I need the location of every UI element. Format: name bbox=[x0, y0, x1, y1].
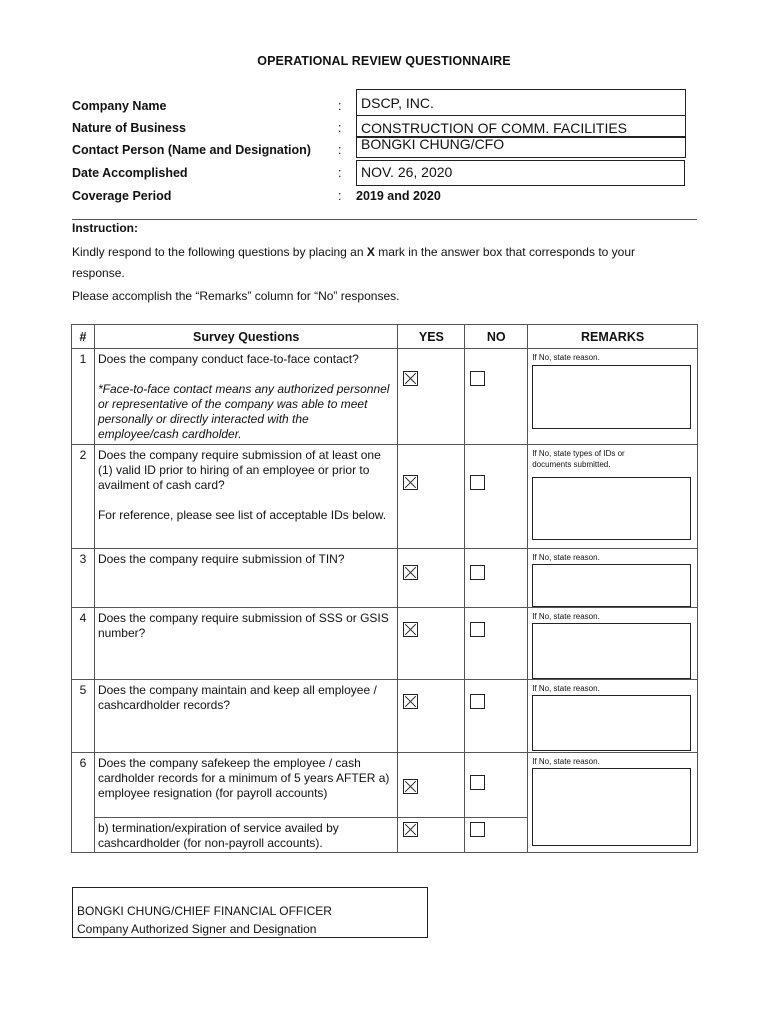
coverage-value: 2019 and 2020 bbox=[356, 189, 441, 203]
nature-field[interactable]: CONSTRUCTION OF COMM. FACILITIES bbox=[356, 115, 686, 137]
yes-checkbox-checked[interactable] bbox=[403, 371, 418, 386]
colon: : bbox=[338, 99, 342, 113]
no-cell bbox=[465, 753, 528, 818]
remarks-label: If No, state types of IDs or documents submitted. bbox=[532, 449, 625, 469]
no-checkbox[interactable] bbox=[470, 371, 485, 386]
company-name-field[interactable]: DSCP, INC. bbox=[356, 89, 686, 116]
remarks-input[interactable] bbox=[532, 623, 691, 679]
row-number: 1 bbox=[72, 349, 95, 445]
colon: : bbox=[338, 121, 342, 135]
page-title: OPERATIONAL REVIEW QUESTIONNAIRE bbox=[257, 54, 511, 68]
row-number: 2 bbox=[72, 445, 95, 549]
colon: : bbox=[338, 143, 342, 157]
table-row bbox=[72, 445, 698, 549]
remarks-cell bbox=[528, 445, 698, 549]
yes-cell bbox=[398, 818, 465, 853]
remarks-cell bbox=[528, 549, 698, 608]
no-cell bbox=[465, 349, 528, 445]
contact-label: Contact Person (Name and Designation) bbox=[72, 143, 311, 157]
date-label: Date Accomplished bbox=[72, 166, 188, 180]
remarks-cell bbox=[528, 349, 698, 445]
row-number: 3 bbox=[72, 549, 95, 608]
signer-caption: Company Authorized Signer and Designation bbox=[77, 922, 317, 936]
no-cell bbox=[465, 818, 528, 853]
no-cell bbox=[465, 445, 528, 549]
no-checkbox[interactable] bbox=[470, 775, 485, 790]
colon: : bbox=[338, 166, 342, 180]
question-text: Does the company require submission of at least one (1) valid ID prior to hiring of an employee or prior to availment of cash card? bbox=[97, 448, 381, 492]
signer-name: BONGKI CHUNG/CHIEF FINANCIAL OFFICER bbox=[77, 904, 332, 918]
company-name-label: Company Name bbox=[72, 99, 167, 113]
instruction-x-mark: X bbox=[366, 245, 375, 259]
colon: : bbox=[338, 189, 342, 203]
question-text: Does the company maintain and keep all employee / cashcardholder records? bbox=[94, 680, 398, 753]
coverage-label: Coverage Period bbox=[72, 189, 172, 203]
question-cell bbox=[94, 349, 398, 445]
nature-label: Nature of Business bbox=[72, 121, 186, 135]
instruction-text: mark in the answer box that corresponds to your bbox=[374, 245, 636, 259]
question-note: *Face-to-face contact means any authorized personnel or representative of the company was able to meet personally or directly interacted with the employee/cash cardholder. bbox=[97, 382, 390, 441]
no-checkbox[interactable] bbox=[470, 475, 485, 490]
question-note: For reference, please see list of acceptable IDs below. bbox=[97, 508, 387, 522]
header-remarks: REMARKS bbox=[528, 325, 698, 349]
table-row bbox=[72, 753, 698, 818]
no-checkbox[interactable] bbox=[470, 565, 485, 580]
remarks-cell bbox=[528, 608, 698, 680]
yes-cell bbox=[398, 753, 465, 818]
no-checkbox[interactable] bbox=[470, 822, 485, 837]
header-num: # bbox=[72, 325, 95, 349]
instruction-line-1 bbox=[72, 245, 635, 259]
question-text: Does the company require submission of TIN? bbox=[94, 549, 398, 608]
no-cell bbox=[465, 549, 528, 608]
question-text: Does the company safekeep the employee / cash cardholder records for a minimum of 5 years AFTER a) employee resignation (for payroll accounts) bbox=[94, 753, 398, 818]
remarks-input[interactable] bbox=[532, 564, 691, 607]
header-question: Survey Questions bbox=[94, 325, 398, 349]
no-cell bbox=[465, 608, 528, 680]
instruction-heading: Instruction: bbox=[72, 221, 138, 235]
remarks-label: If No, state reason. bbox=[532, 353, 600, 362]
row-number: 6 bbox=[72, 753, 95, 853]
yes-checkbox-checked[interactable] bbox=[403, 565, 418, 580]
date-field[interactable]: NOV. 26, 2020 bbox=[356, 160, 685, 186]
yes-checkbox-checked[interactable] bbox=[403, 779, 418, 794]
yes-cell bbox=[398, 608, 465, 680]
remarks-input[interactable] bbox=[532, 768, 691, 846]
remarks-input[interactable] bbox=[532, 365, 691, 429]
table-row bbox=[72, 680, 698, 753]
no-checkbox[interactable] bbox=[470, 622, 485, 637]
yes-cell bbox=[398, 445, 465, 549]
row-number: 4 bbox=[72, 608, 95, 680]
yes-cell bbox=[398, 349, 465, 445]
remarks-label: If No, state reason. bbox=[532, 553, 600, 562]
question-text: Does the company conduct face-to-face contact? bbox=[97, 352, 359, 366]
remarks-label: If No, state reason. bbox=[532, 612, 600, 621]
yes-checkbox-checked[interactable] bbox=[403, 822, 418, 837]
instruction-line-3: Please accomplish the “Remarks” column for “No” responses. bbox=[72, 289, 400, 303]
remarks-label: If No, state reason. bbox=[532, 684, 600, 693]
yes-cell bbox=[398, 680, 465, 753]
remarks-input[interactable] bbox=[532, 477, 691, 540]
signature-box bbox=[72, 887, 428, 938]
table-row bbox=[72, 549, 698, 608]
question-text: Does the company require submission of SSS or GSIS number? bbox=[94, 608, 398, 680]
remarks-label: If No, state reason. bbox=[532, 757, 600, 766]
question-text: b) termination/expiration of service availed by cashcardholder (for non-payroll accounts). bbox=[94, 818, 398, 853]
table-row bbox=[72, 608, 698, 680]
instruction-line-2: response. bbox=[72, 266, 125, 280]
survey-table bbox=[71, 324, 698, 853]
instruction-text: Kindly respond to the following questions by placing an bbox=[72, 245, 367, 259]
yes-checkbox-checked[interactable] bbox=[403, 475, 418, 490]
yes-cell bbox=[398, 549, 465, 608]
no-checkbox[interactable] bbox=[470, 694, 485, 709]
no-cell bbox=[465, 680, 528, 753]
yes-checkbox-checked[interactable] bbox=[403, 622, 418, 637]
question-cell bbox=[94, 445, 398, 549]
yes-checkbox-checked[interactable] bbox=[403, 694, 418, 709]
table-row bbox=[72, 349, 698, 445]
remarks-cell bbox=[528, 753, 698, 853]
contact-field[interactable]: BONGKI CHUNG/CFO bbox=[356, 137, 686, 158]
header-no: NO bbox=[465, 325, 528, 349]
table-header-row bbox=[72, 325, 698, 349]
divider bbox=[72, 219, 697, 220]
remarks-cell bbox=[528, 680, 698, 753]
header-yes: YES bbox=[398, 325, 465, 349]
remarks-input[interactable] bbox=[532, 695, 691, 751]
row-number: 5 bbox=[72, 680, 95, 753]
